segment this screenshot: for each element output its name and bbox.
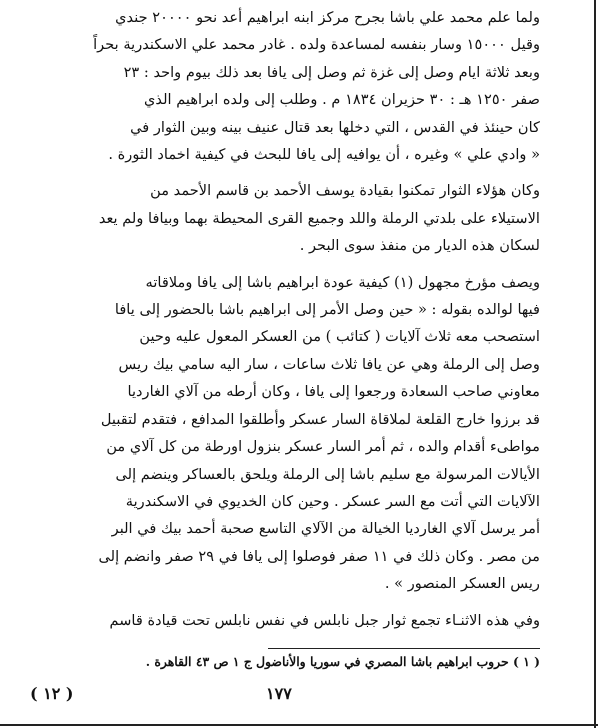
footnote: ( ١ ) حروب ابراهيم باشا المصري في سوريا والأناضول ج ١ ص ٤٣ القاهرة . — [145, 654, 540, 669]
paragraph-3 — [30, 269, 540, 598]
text-line: ولما علم محمد علي باشا بجرح مركز ابنه ابراهيم أعد نحو ٢٠٠٠٠ جندي — [115, 9, 540, 26]
text-line: كان حينئذ في القدس ، التي دخلها بعد قتال عنيف بينه وبين الثوار في — [130, 118, 540, 136]
text-line: وقيل ١٥٠٠٠ وسار بنفسه لمساعدة ولده . غادر محمد علي الاسكندرية بحراً — [93, 36, 540, 54]
paragraph-4 — [30, 607, 540, 634]
text-line: وصل إلى الرملة وهي عن يافا ثلاث ساعات ، سار اليه سامي بيك ريس — [118, 355, 540, 373]
signature-mark: ( ١٢ ) — [30, 684, 74, 703]
page-number: ١٧٧ — [266, 684, 292, 703]
page-right-border — [594, 0, 596, 728]
text-line: وبعد ثلاثة ايام وصل إلى غزة ثم وصل إلى يافا بعد ذلك بيوم واحد : ٢٣ — [123, 63, 540, 81]
text-line: ريس العسكر المنصور » . — [384, 575, 540, 593]
text-line: الآلايات التي أتت مع السر عسكر . وحين كان الخديوي في الاسكندرية — [125, 492, 540, 510]
page-footer — [30, 684, 540, 710]
footnote-separator — [268, 648, 540, 649]
text-line: استصحب معه ثلاث آلايات ( كتائب ) من العسكر المعول عليه وحين — [139, 328, 540, 346]
text-line: وكان هؤلاء الثوار تمكنوا بقيادة يوسف الأحمد بن قاسم الأحمد من — [150, 182, 540, 200]
text-line: أمر يرسل آلاي الغارديا الخيالة من الآلاي التاسع صحبة أحمد بيك في البر — [111, 520, 540, 538]
text-line: فيها لوالده بقوله : « حين وصل الأمر إلى ابراهيم باشا بالحضور إلى يافا — [114, 301, 540, 319]
text-line: الأيالات المرسولة مع سليم باشا إلى الرملة ويلحق بالعساكر وينضم إلى — [115, 465, 540, 483]
text-line: مواطىء أقدام والده ، ثم أمر السار عسكر بنزول اورطة من كل آلاي من — [106, 438, 540, 456]
text-line: لسكان هذه الديار من منفذ سوى البحر . — [299, 237, 540, 255]
text-line: ويصف مؤرخ مجهول (١) كيفية عودة ابراهيم باشا إلى يافا وملاقاته — [145, 273, 540, 291]
text-line: الاستيلاء على بلدتي الرملة واللد وجميع القرى المحيطة بهما وبيافا ولم يعد — [98, 209, 540, 227]
page-body — [30, 4, 540, 634]
text-line: قد برزوا خارج القلعة لملاقاة السار عسكر وأطلقوا المدافع ، فتقدم لتقبيل — [100, 410, 540, 428]
text-line: صفر ١٢٥٠ هـ : ٣٠ حزيران ١٨٣٤ م . وطلب إلى ولده ابراهيم الذي — [144, 91, 540, 109]
paragraph-2 — [30, 177, 540, 259]
page-bottom-border — [0, 724, 598, 726]
text-line: « وادي علي » وغيره ، أن يوافيه إلى يافا للبحث في كيفية اخماد الثورة . — [108, 146, 540, 164]
paragraph-1 — [30, 4, 540, 168]
text-line: من مصر . وكان ذلك في ١١ صفر فوصلوا إلى يافا في ٢٩ صفر وانضم إلى — [98, 547, 540, 565]
text-line: وفي هذه الاثنـاء تجمع ثوار جبل نابلس في نفس نابلس تحت قيادة قاسم — [109, 611, 540, 629]
text-line: معاوني صاحب السعادة ورجعوا إلى يافا ، وكان أرطه من آلاي الغارديا — [127, 383, 540, 401]
